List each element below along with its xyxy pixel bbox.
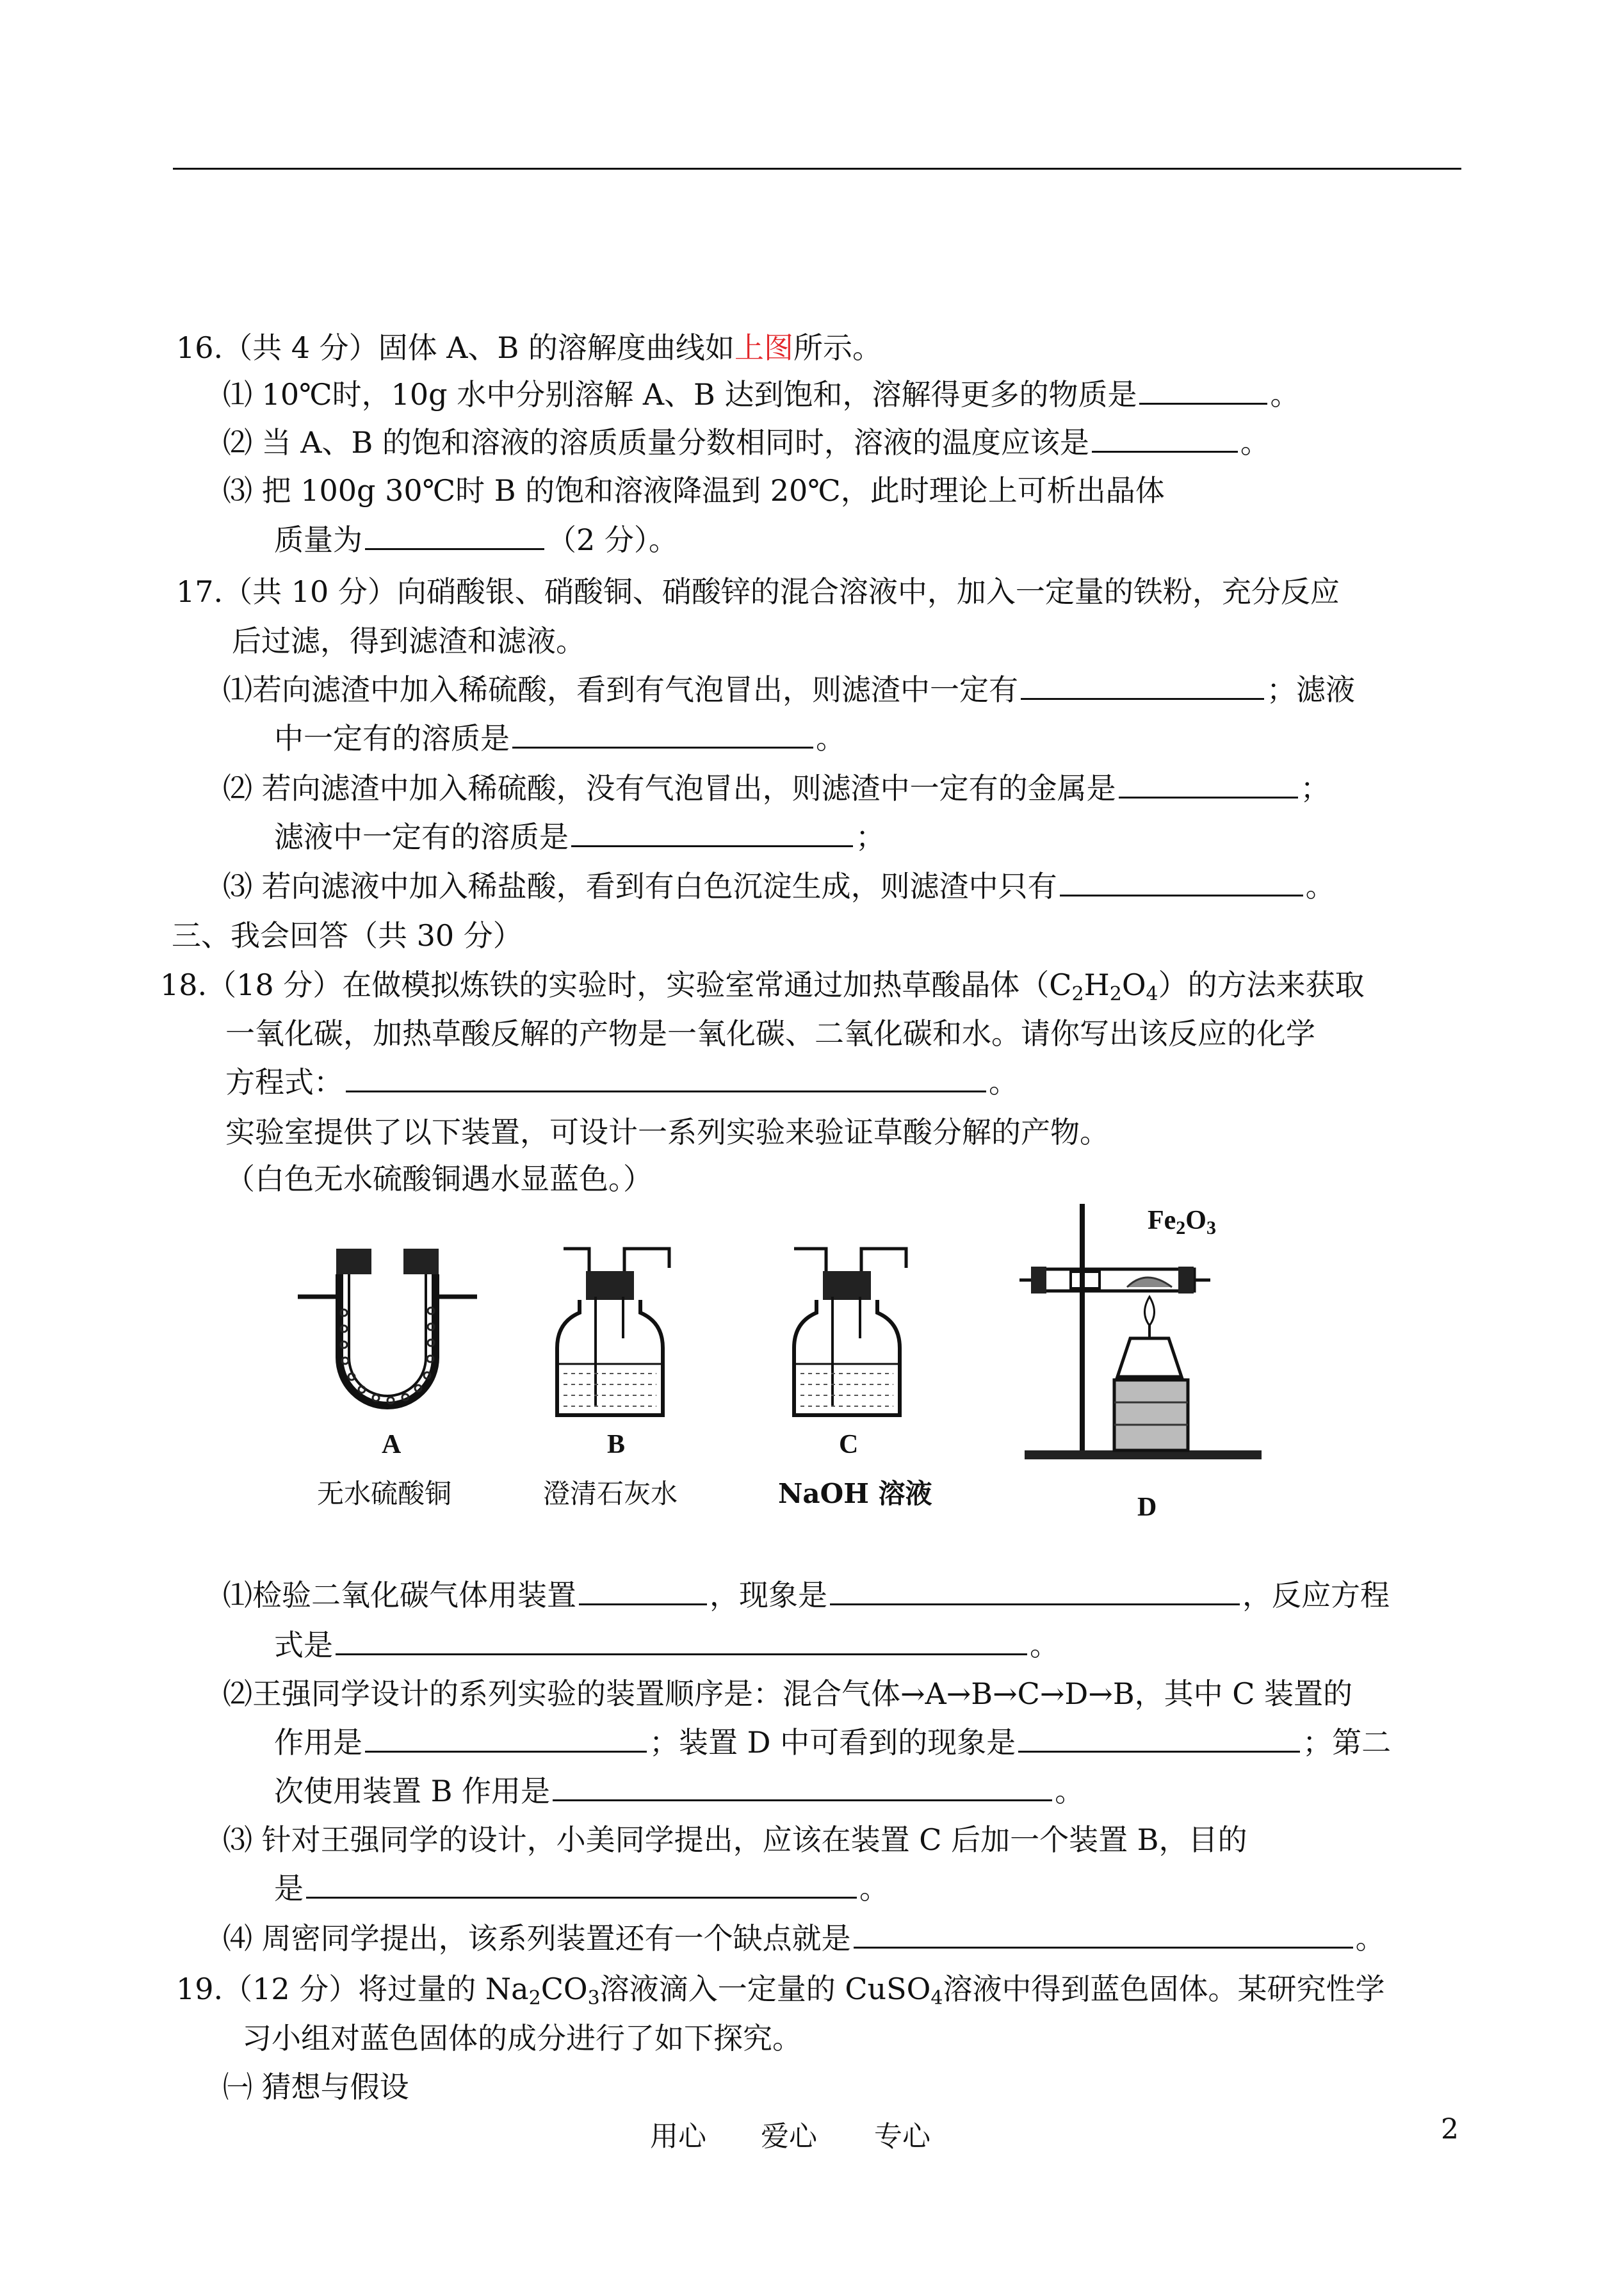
q18-equation-line: 方程式： 。 <box>225 1062 1018 1102</box>
q18-part2: ⑵王强同学设计的系列实验的装置顺序是：混合气体→A→B→C→D→B，其中 C 装置的 <box>223 1676 1353 1711</box>
q17-stem: 17.（共 10 分）向硝酸银、硝酸铜、硝酸锌的混合溶液中，加入一定量的铁粉，充分反应 <box>176 574 1340 609</box>
answer-blank[interactable] <box>854 1918 1353 1949</box>
answer-blank[interactable] <box>306 1869 857 1899</box>
answer-blank[interactable] <box>365 520 544 550</box>
q17-part2-cont: 滤液中一定有的溶质是 ； <box>274 817 885 857</box>
q18-part3-cont: 是 。 <box>274 1869 889 1908</box>
apparatus-b-name: 澄清石灰水 <box>543 1478 678 1509</box>
answer-blank[interactable] <box>1018 1723 1300 1753</box>
apparatus-c-letter: C <box>839 1430 859 1459</box>
q18-part2-cont: 作用是 ；装置 D 中可看到的现象是 ；第二 <box>274 1723 1391 1762</box>
apparatus-d-heating-setup <box>1018 1197 1274 1466</box>
q16-part3-cont: 质量为 （2 分）。 <box>274 520 678 560</box>
answer-blank[interactable] <box>365 1723 647 1753</box>
q17-part1: ⑴若向滤渣中加入稀硫酸，看到有气泡冒出，则滤渣中一定有 ；滤液 <box>223 670 1355 710</box>
apparatus-c-name: NaOH 溶液 <box>778 1478 932 1509</box>
apparatus-c-bottle <box>778 1236 919 1434</box>
q18-stem-line2: 一氧化碳，加热草酸反解的产物是一氧化碳、二氧化碳和水。请你写出该反应的化学 <box>225 1016 1315 1051</box>
q18-part1: ⑴检验二氧化碳气体用装置 ，现象是 ，反应方程 <box>223 1575 1390 1615</box>
q19-part1: ㈠ 猜想与假设 <box>223 2070 409 2104</box>
answer-blank[interactable] <box>1060 866 1303 896</box>
answer-blank[interactable] <box>571 817 853 847</box>
answer-blank[interactable] <box>1021 670 1264 700</box>
apparatus-a-letter: A <box>382 1430 402 1459</box>
q18-part3: ⑶ 针对王强同学的设计，小美同学提出，应该在装置 C 后加一个装置 B，目的 <box>223 1822 1247 1857</box>
footer-right: 专心 <box>874 2120 930 2153</box>
answer-blank[interactable] <box>830 1575 1240 1605</box>
answer-blank[interactable] <box>579 1575 707 1605</box>
footer-mid: 爱心 <box>761 2120 817 2153</box>
q18-part4: ⑷ 周密同学提出，该系列装置还有一个缺点就是 。 <box>223 1918 1385 1958</box>
apparatus-b-bottle <box>541 1236 682 1434</box>
header-rule <box>173 168 1461 170</box>
answer-blank[interactable] <box>1119 768 1298 799</box>
q18-stem-line5: （白色无水硫酸铜遇水显蓝色。） <box>225 1162 653 1196</box>
q17-part3: ⑶ 若向滤液中加入稀盐酸，看到有白色沉淀生成，则滤渣中只有 。 <box>223 866 1335 906</box>
apparatus-a-name: 无水硫酸铜 <box>317 1478 452 1509</box>
answer-blank[interactable] <box>346 1062 986 1092</box>
page-number: 2 <box>1441 2113 1459 2146</box>
q18-part1-cont: 式是 。 <box>274 1625 1059 1665</box>
answer-blank[interactable] <box>1139 375 1267 405</box>
q16-stem: 16.（共 4 分）固体 A、B 的溶解度曲线如上图所示。 <box>176 330 882 365</box>
section-title: 三、我会回答（共 30 分） <box>172 918 523 953</box>
apparatus-d-reagent-label: $Fe_2O_3$ <box>1148 1206 1216 1238</box>
q18-part2-cont2: 次使用装置 B 作用是 。 <box>274 1771 1084 1811</box>
answer-blank[interactable] <box>1092 423 1238 453</box>
q18-stem-line4: 实验室提供了以下装置，可设计一系列实验来验证草酸分解的产物。 <box>225 1115 1109 1149</box>
apparatus-b-letter: B <box>607 1430 626 1459</box>
q16-figure-ref: 上图 <box>734 330 793 365</box>
q18-stem: 18.（18 分）在做模拟炼铁的实验时，实验室常通过加热草酸晶体$(C_2H_2O_4)$的方法来获取 <box>160 968 1365 1005</box>
q16-part3: ⑶ 把 100g 30℃时 B 的饱和溶液降温到 20℃，此时理论上可析出晶体 <box>223 473 1165 508</box>
q16-part1: ⑴ 10℃时，10g 水中分别溶解 A、B 达到饱和，溶解得更多的物质是 。 <box>223 375 1299 414</box>
apparatus-a-u-tube <box>291 1249 483 1441</box>
footer-left: 用心 <box>650 2120 706 2153</box>
q17-stem-cont: 后过滤，得到滤渣和滤液。 <box>232 624 585 658</box>
answer-blank[interactable] <box>336 1625 1027 1655</box>
q17-part1-cont: 中一定有的溶质是 。 <box>274 718 845 758</box>
answer-blank[interactable] <box>512 718 813 749</box>
answer-blank[interactable] <box>553 1771 1052 1801</box>
apparatus-d-letter: D <box>1137 1493 1157 1522</box>
q19-stem-cont: 习小组对蓝色固体的成分进行了如下探究。 <box>242 2021 802 2056</box>
q17-part2: ⑵ 若向滤渣中加入稀硫酸，没有气泡冒出，则滤渣中一定有的金属是 ； <box>223 768 1330 808</box>
q19-stem: 19.（12 分）将过量的 $Na_2CO_3$溶液滴入一定量的 CuSO$_4$溶液中得到蓝色固体。某研究性学 <box>176 1972 1385 2009</box>
q16-part2: ⑵ 当 A、B 的饱和溶液的溶质质量分数相同时，溶液的温度应该是 。 <box>223 423 1270 462</box>
